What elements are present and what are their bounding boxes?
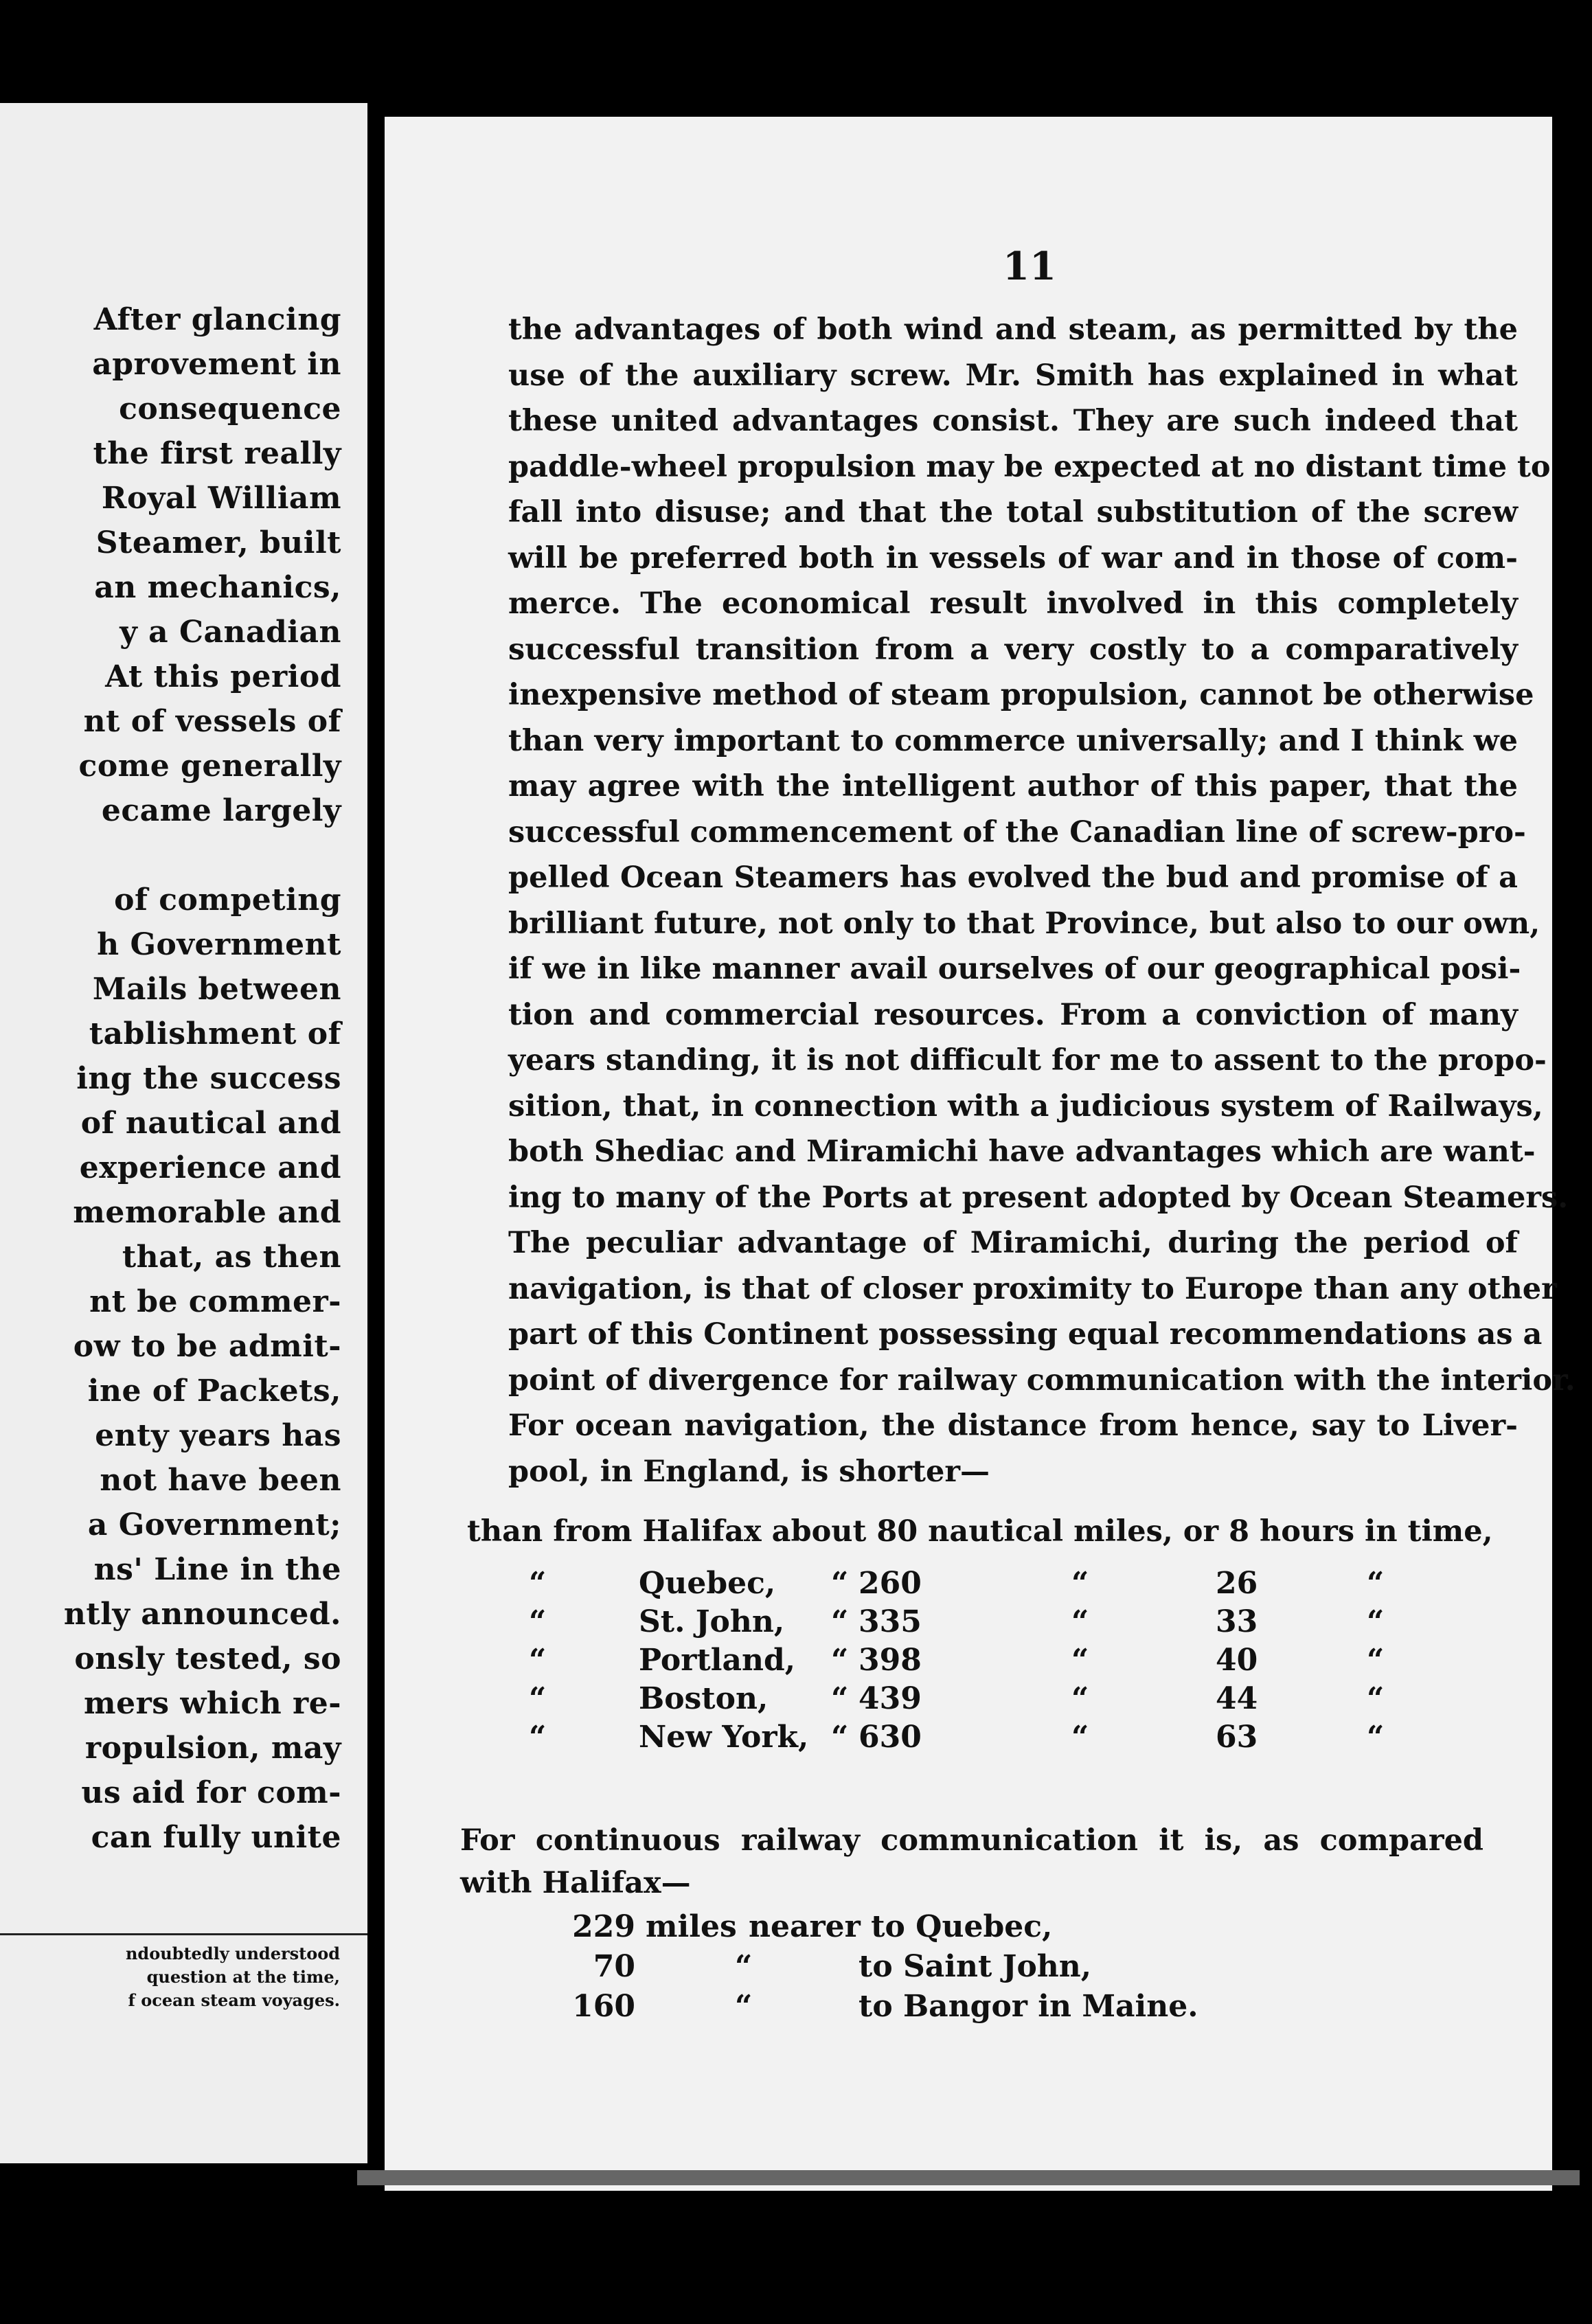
left-page-line: ntly announced. <box>63 1597 341 1632</box>
left-page-line: y a Canadian <box>120 615 341 650</box>
table-city: Boston, <box>639 1681 769 1716</box>
left-page-line: not have been <box>100 1463 341 1498</box>
distance-miles: 160 <box>572 1989 635 2024</box>
body-text-line: brilliant future, not only to that Province, but also to our own, <box>508 906 1540 941</box>
body-text-line: successful transition from a very costly to a comparatively <box>508 632 1518 667</box>
body-text-line: part of this Continent possessing equal recommendations as a <box>508 1317 1543 1352</box>
left-page-line: ropulsion, may <box>84 1731 341 1766</box>
distance-label: to Saint John, <box>858 1949 1092 1984</box>
railway-text-line: For continuous railway communication it is, as compared <box>460 1823 1483 1858</box>
left-page-line: ecame largely <box>101 793 341 828</box>
left-page-line: a Government; <box>87 1507 341 1542</box>
ditto-mark: “ <box>831 1604 849 1639</box>
left-page-line: experience and <box>79 1150 341 1185</box>
ditto-mark: “ <box>1071 1681 1089 1716</box>
left-page-line: At this period <box>105 659 341 694</box>
body-text-line: successful commencement of the Canadian line of screw-pro- <box>508 814 1526 850</box>
left-page-line: onsly tested, so <box>74 1641 341 1676</box>
body-text-line: point of divergence for railway communication with the interior. <box>508 1363 1576 1398</box>
left-page-line: that, as then <box>122 1240 341 1275</box>
table-hours: 26 <box>1216 1566 1258 1601</box>
left-page-line: the first really <box>93 436 341 471</box>
page-edge-strip <box>357 2170 1580 2185</box>
distance-unit: “ <box>735 1949 753 1984</box>
left-page-line: h Government <box>97 927 341 962</box>
distance-label: nearer to Quebec, <box>749 1909 1053 1944</box>
left-page-line: consequence <box>119 391 341 426</box>
body-text-line: years standing, it is not difficult for me to assent to the propo- <box>508 1043 1547 1078</box>
distance-miles: 70 <box>593 1949 635 1984</box>
body-text-line: will be preferred both in vessels of war and in those of com- <box>508 540 1518 576</box>
body-text-line: these united advantages consist. They are such indeed that <box>508 404 1518 438</box>
left-footnote-line: ndoubtedly understood <box>125 1944 340 1963</box>
ditto-mark: “ <box>1367 1720 1385 1755</box>
body-text-line: The peculiar advantage of Miramichi, during the period of <box>508 1226 1518 1260</box>
table-miles: 398 <box>858 1643 922 1678</box>
left-page-line: enty years has <box>95 1418 341 1453</box>
distance-miles: 229 <box>572 1909 635 1944</box>
distance-table-row <box>474 1604 1525 1645</box>
ditto-mark: “ <box>831 1681 849 1716</box>
railway-distance-row <box>570 1949 1257 1990</box>
table-city: Quebec, <box>639 1566 776 1601</box>
ditto-mark: “ <box>1367 1681 1385 1716</box>
left-page <box>0 103 367 2163</box>
ditto-mark: “ <box>529 1681 547 1716</box>
left-page-line: come generally <box>78 749 341 784</box>
table-miles: 439 <box>858 1681 922 1716</box>
body-text-line: than very important to commerce universally; and I think we <box>508 723 1518 758</box>
left-page-line: mers which re- <box>84 1686 341 1721</box>
ditto-mark: “ <box>1071 1566 1089 1601</box>
table-city: St. John, <box>639 1604 785 1639</box>
body-text-line: tion and commercial resources. From a conviction of many <box>508 997 1518 1032</box>
left-page-line: After glancing <box>93 302 341 337</box>
ditto-mark: “ <box>1071 1643 1089 1678</box>
ditto-mark: “ <box>831 1720 849 1755</box>
left-page-line: ow to be admit- <box>73 1329 341 1364</box>
railway-distance-row <box>570 1909 1257 1950</box>
body-text-line: pool, in England, is shorter— <box>508 1454 990 1489</box>
ditto-mark: “ <box>1367 1566 1385 1601</box>
ditto-mark: “ <box>529 1720 547 1755</box>
body-text-line: both Shediac and Miramichi have advantages which are want- <box>508 1135 1536 1169</box>
table-miles: 335 <box>858 1604 922 1639</box>
left-page-line: of competing <box>114 882 341 918</box>
left-page-line: Steamer, built <box>95 525 341 560</box>
body-text-line: paddle-wheel propulsion may be expected at no distant time to <box>508 449 1551 484</box>
left-page-line: us aid for com- <box>81 1775 341 1810</box>
body-text-line: merce. The economical result involved in this completely <box>508 586 1518 621</box>
ditto-mark: “ <box>529 1604 547 1639</box>
table-hours: 40 <box>1216 1643 1258 1678</box>
left-page-line: Royal William <box>101 481 341 516</box>
left-footnote-line: f ocean steam voyages. <box>128 1990 340 2010</box>
ditto-mark: “ <box>529 1566 547 1601</box>
left-page-line: ine of Packets, <box>87 1374 341 1409</box>
body-text-line: pelled Ocean Steamers has evolved the bud and promise of a <box>508 861 1518 895</box>
body-text-line: inexpensive method of steam propulsion, cannot be otherwise <box>508 678 1534 712</box>
distance-unit: miles <box>646 1909 737 1944</box>
ditto-mark: “ <box>831 1566 849 1601</box>
body-text-line: For ocean navigation, the distance from hence, say to Liver- <box>508 1409 1518 1443</box>
table-hours: 33 <box>1216 1604 1258 1639</box>
railway-distance-row <box>570 1989 1257 2030</box>
railway-text-line: with Halifax— <box>460 1866 691 1900</box>
body-text-line: if we in like manner avail ourselves of our geographical posi- <box>508 952 1521 986</box>
left-page-line: nt of vessels of <box>83 704 341 739</box>
left-page-line: ns' Line in the <box>93 1552 341 1587</box>
distance-table-row <box>474 1566 1525 1607</box>
distance-table-row <box>474 1720 1525 1761</box>
left-page-line: ing the success <box>76 1061 341 1096</box>
body-text-line: navigation, is that of closer proximity to Europe than any other <box>508 1271 1557 1306</box>
page-number: 11 <box>1003 244 1056 289</box>
left-page-line: an mechanics, <box>94 570 341 605</box>
table-city: New York, <box>639 1720 809 1755</box>
ditto-mark: “ <box>831 1643 849 1678</box>
left-page-line: aprovement in <box>92 347 341 382</box>
left-footnote-line: question at the time, <box>146 1967 340 1987</box>
body-text-line: fall into disuse; and that the total substitution of the screw <box>508 495 1518 529</box>
distance-table-row <box>474 1643 1525 1684</box>
left-page-line: Mails between <box>92 972 341 1007</box>
footnote-rule <box>0 1933 367 1935</box>
ditto-mark: “ <box>1367 1643 1385 1678</box>
ditto-mark: “ <box>1071 1604 1089 1639</box>
left-page-line: can fully unite <box>91 1820 341 1855</box>
body-text-line: ing to many of the Ports at present adopted by Ocean Steamers. <box>508 1180 1569 1215</box>
body-text-line: use of the auxiliary screw. Mr. Smith has explained in what <box>508 358 1518 393</box>
distance-label: to Bangor in Maine. <box>858 1989 1198 2024</box>
table-hours: 63 <box>1216 1720 1258 1755</box>
body-text-line: sition, that, in connection with a judicious system of Railways, <box>508 1089 1543 1124</box>
body-text-line: the advantages of both wind and steam, as permitted by the <box>508 312 1518 347</box>
table-hours: 44 <box>1216 1681 1258 1716</box>
distance-table-row <box>474 1681 1525 1722</box>
ditto-mark: “ <box>1071 1720 1089 1755</box>
table-miles: 260 <box>858 1566 922 1601</box>
left-page-line: memorable and <box>73 1195 341 1230</box>
table-city: Portland, <box>639 1643 796 1678</box>
table-miles: 630 <box>858 1720 922 1755</box>
left-page-line: tablishment of <box>89 1016 341 1051</box>
body-text-line: may agree with the intelligent author of this paper, that the <box>508 769 1518 804</box>
halifax-comparison-line: than from Halifax about 80 nautical miles, or 8 hours in time, <box>467 1514 1493 1549</box>
ditto-mark: “ <box>1367 1604 1385 1639</box>
distance-unit: “ <box>735 1989 753 2024</box>
left-page-line: nt be commer- <box>89 1284 341 1319</box>
left-page-line: of nautical and <box>80 1106 341 1141</box>
ditto-mark: “ <box>529 1643 547 1678</box>
